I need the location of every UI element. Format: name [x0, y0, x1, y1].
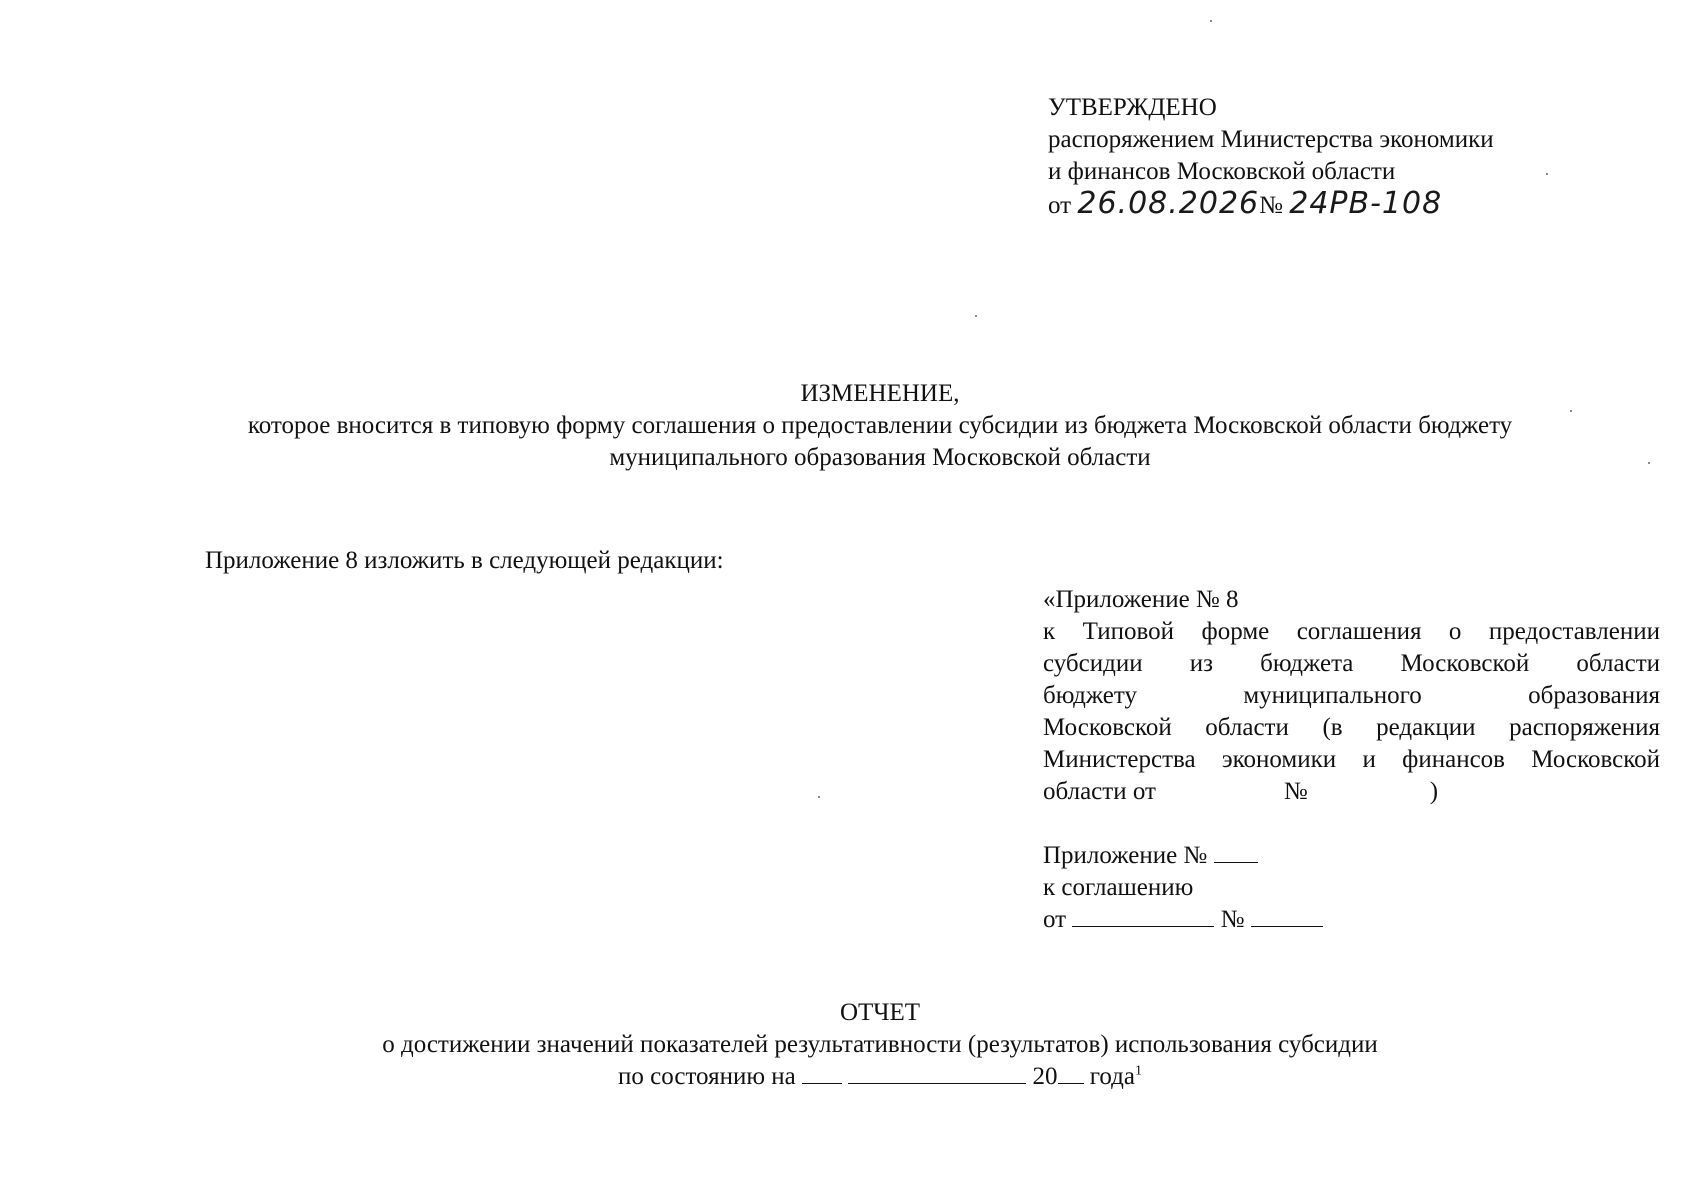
- approval-date-prefix: от: [1048, 192, 1072, 219]
- appendix-line-3: бюджету муниципального образования: [1043, 682, 1660, 709]
- agreement-appendix-block: [1043, 840, 1443, 936]
- report-line-2: [300, 1061, 1460, 1093]
- agreement-line-2: к соглашению: [1043, 874, 1194, 901]
- appendix-line-5: Министерства экономики и финансов Московской: [1043, 746, 1660, 773]
- approval-number-sign: №: [1259, 192, 1283, 219]
- report-date-prefix: по состоянию на: [618, 1063, 796, 1090]
- approval-date-handwritten: 26.08.2026: [1077, 186, 1260, 221]
- appendix-last-close: ): [1429, 778, 1439, 805]
- agreement-line-1: [1043, 840, 1443, 872]
- agreement-appendix-label: Приложение №: [1043, 842, 1208, 869]
- report-footnote-marker: 1: [1134, 1063, 1142, 1079]
- appendix-heading: «Приложение № 8: [1043, 586, 1239, 613]
- agreement-from-label: от: [1043, 906, 1067, 933]
- appendix-number-blank[interactable]: [1214, 840, 1258, 863]
- title-line-2: муниципального образования Московской области: [609, 444, 1151, 471]
- scan-speck: [975, 315, 977, 317]
- report-day-blank[interactable]: [802, 1061, 842, 1084]
- approval-block: [1048, 92, 1588, 222]
- title-heading: ИЗМЕНЕНИЕ,: [800, 380, 960, 407]
- approval-date-line: [1048, 188, 1588, 222]
- document-title: [150, 378, 1610, 474]
- approval-number-handwritten: 24РВ-108: [1289, 186, 1443, 221]
- report-heading-block: [300, 997, 1460, 1093]
- appendix-line-2: субсидии из бюджета Московской области: [1043, 650, 1660, 677]
- scan-speck: [1570, 410, 1572, 412]
- appendix-last-number-sign: №: [1283, 778, 1308, 805]
- scan-speck: [1546, 173, 1548, 175]
- appendix-8-block: [1043, 584, 1660, 808]
- report-date-suffix: года: [1089, 1063, 1135, 1090]
- scan-speck: [1210, 20, 1212, 22]
- title-line-1: которое вносится в типовую форму соглашения о предоставлении субсидии из бюджета Московской области бюджету: [247, 412, 1513, 439]
- appendix-line-4: Московской области (в редакции распоряжения: [1043, 714, 1660, 741]
- approval-heading: УТВЕРЖДЕНО: [1048, 94, 1217, 121]
- appendix-last-prefix: области от: [1043, 778, 1156, 805]
- agreement-date-blank[interactable]: [1072, 904, 1214, 927]
- report-line-1: о достижении значений показателей результативности (результатов) использования субсидии: [382, 1031, 1378, 1058]
- appendix-last-line: [1043, 776, 1660, 808]
- agreement-number-sign: №: [1220, 906, 1245, 933]
- approval-line-2: и финансов Московской области: [1048, 158, 1396, 185]
- scan-speck: [818, 796, 820, 798]
- scan-speck: [1648, 462, 1650, 464]
- report-year-blank[interactable]: [1058, 1061, 1084, 1084]
- report-month-blank[interactable]: [848, 1061, 1026, 1084]
- appendix-line-1: к Типовой форме соглашения о предоставлении: [1043, 618, 1660, 645]
- report-year-prefix: 20: [1032, 1063, 1058, 1090]
- agreement-line-3: [1043, 904, 1443, 936]
- agreement-number-blank[interactable]: [1251, 904, 1323, 927]
- approval-line-1: распоряжением Министерства экономики: [1048, 126, 1494, 153]
- report-heading: ОТЧЕТ: [839, 999, 921, 1026]
- instruction-text: Приложение 8 изложить в следующей редакции:: [205, 547, 724, 574]
